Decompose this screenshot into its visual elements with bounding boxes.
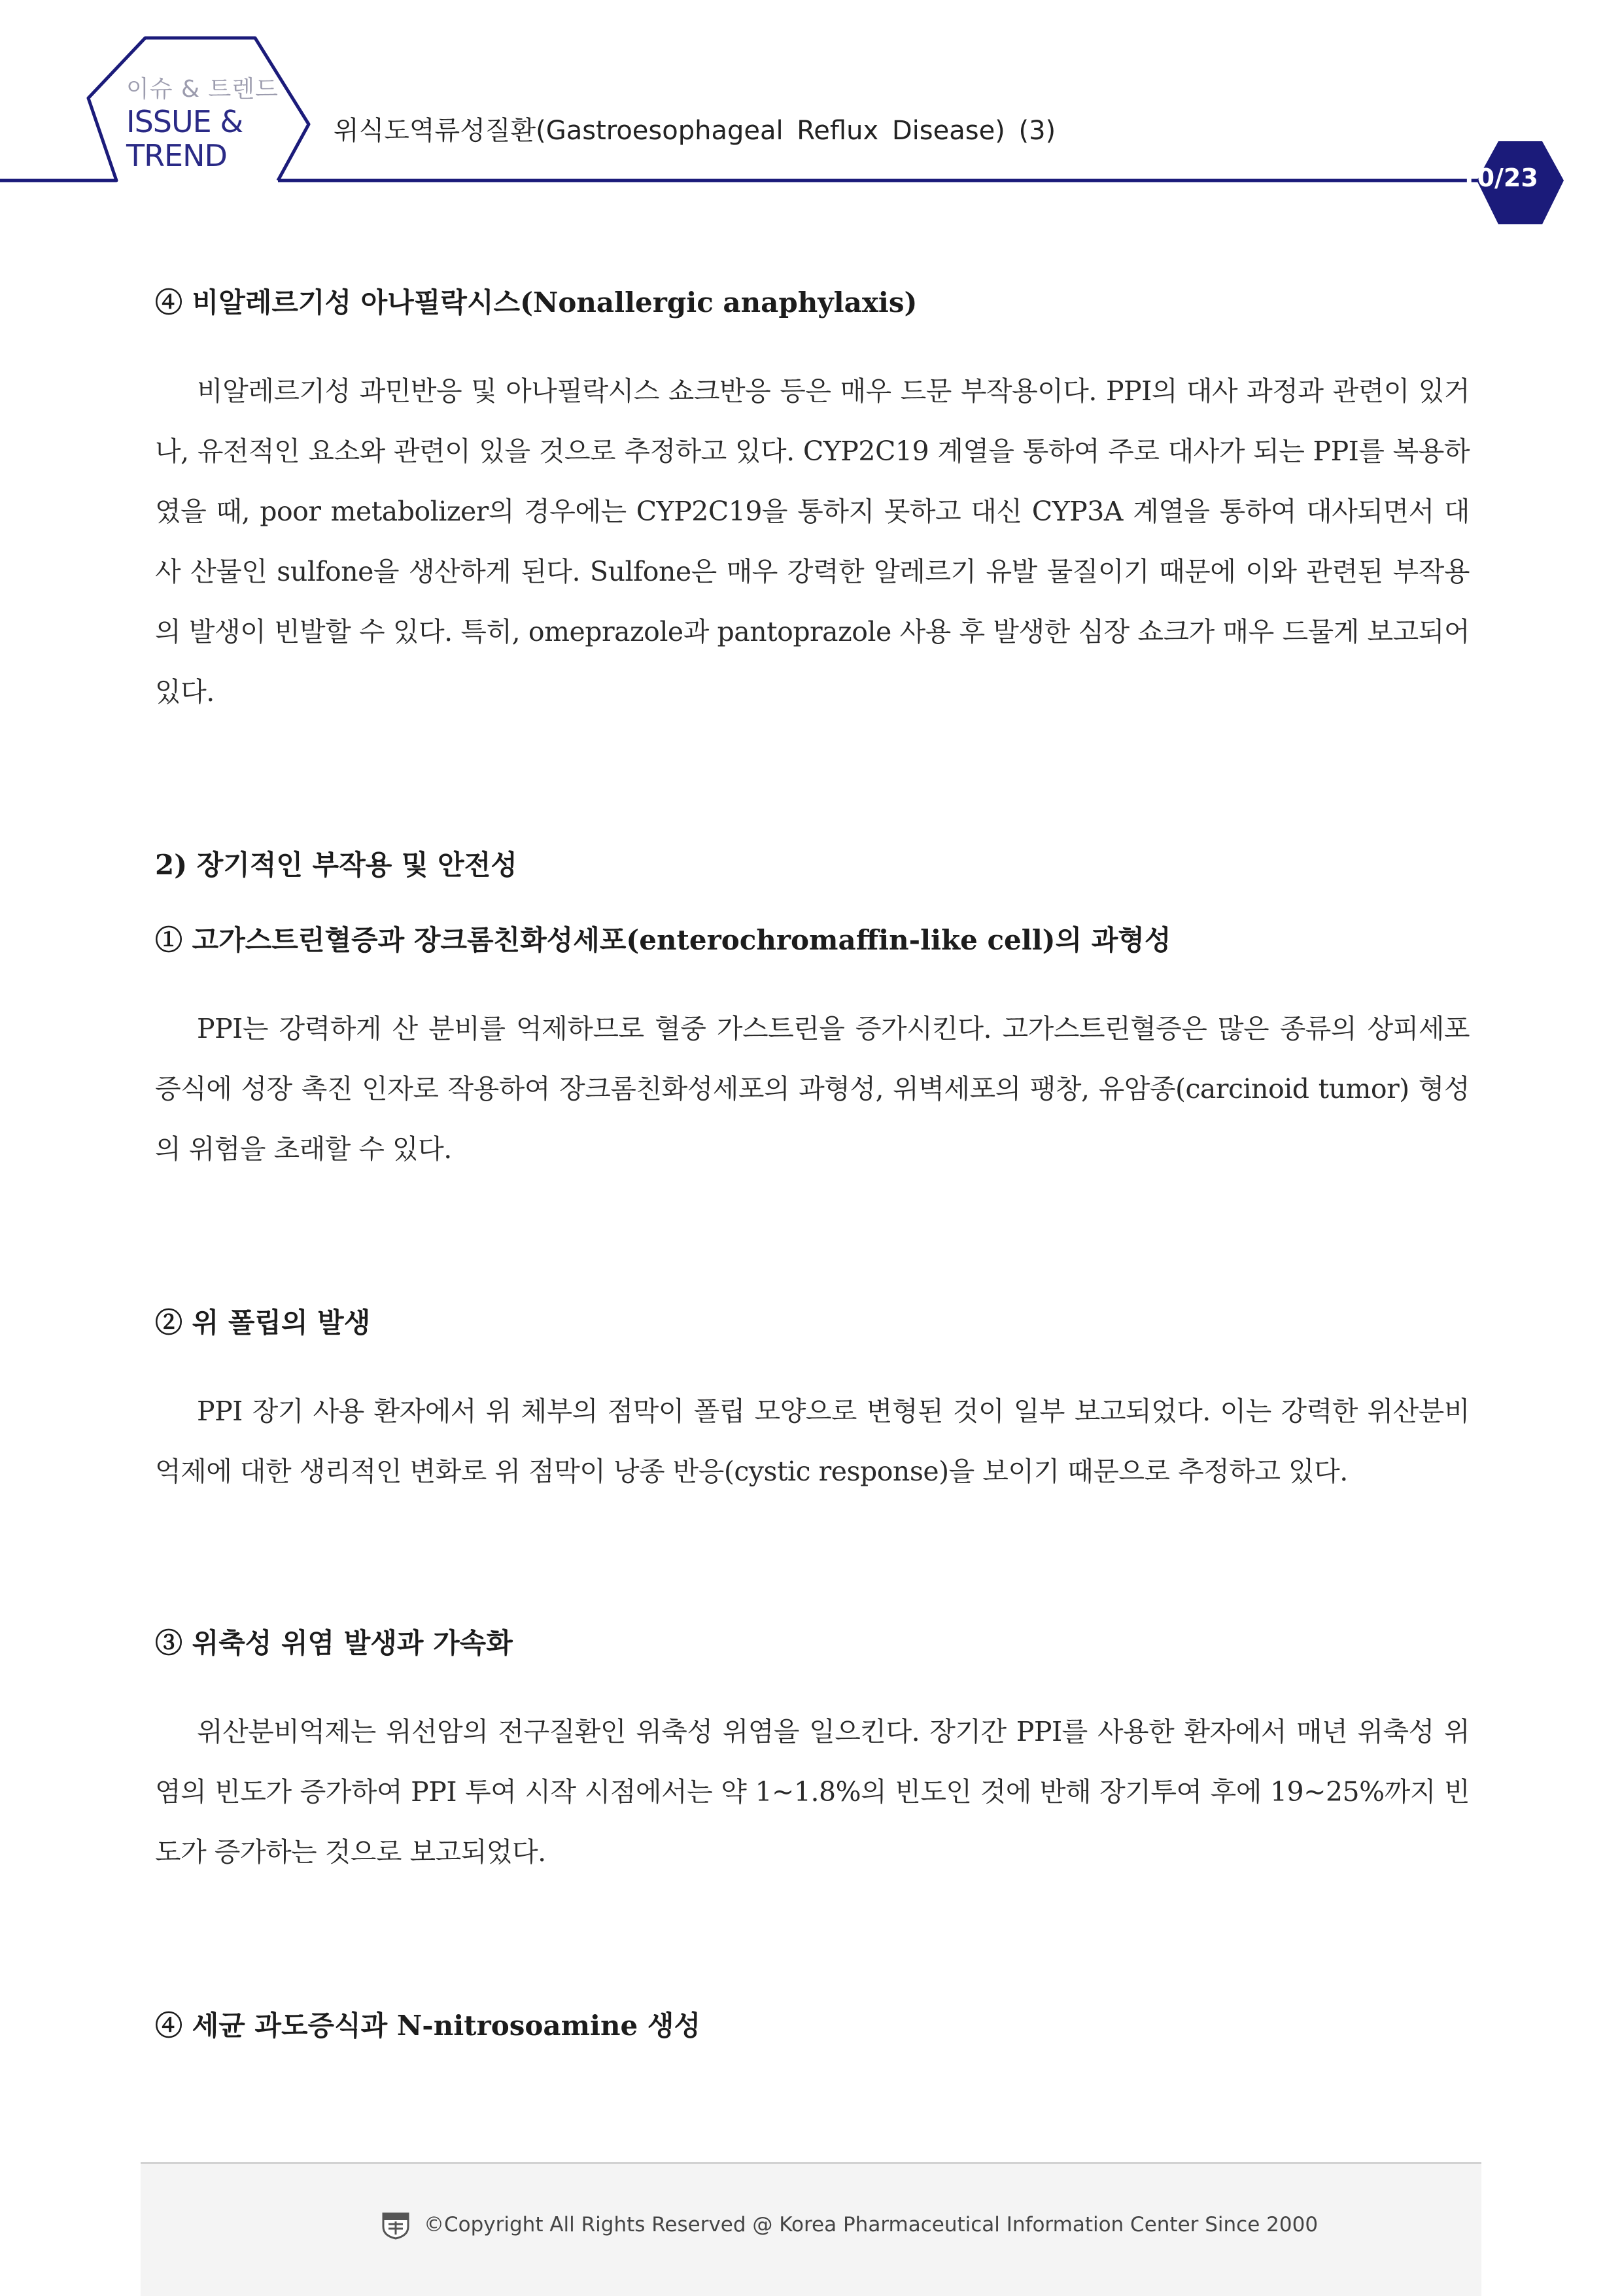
paragraph-gastric-polyp: PPI 장기 사용 환자에서 위 체부의 점막이 폴립 모양으로 변형된 것이 일부 보고되었다. 이는 강력한 위산분비억제에 대한 생리적인 변화로 위 점막이 낭종 반응(cystic response)을 보이기 때문으로 추정하고 있다. <box>155 1396 1470 1487</box>
issue-category-label: 이슈 & 트렌드 <box>126 76 279 103</box>
paragraph-atrophic-gastritis: 위산분비억제는 위선암의 전구질환인 위축성 위염을 일으킨다. 장기간 PPI를 사용한 환자에서 매년 위축성 위염의 빈도가 증가하여 PPI 투여 시작 시점에서는 약 1~1.8%의 빈도인 것에 반해 장기투여 후에 19~25%까지 빈도가 증가하는 것으로 보고되었다. <box>155 1716 1470 1868</box>
page-number: 10/23 <box>1460 163 1538 192</box>
brand-line-2: TREND <box>126 138 227 173</box>
kpic-emblem-icon <box>381 2211 411 2240</box>
document-title: 위식도역류성질환(Gastroesophageal Reflux Disease) (3) <box>334 116 1056 146</box>
section-heading-hypergastrinemia: ① 고가스트린혈증과 장크롬친화성세포(enterochromaffin-like cell)의 과형성 <box>155 924 1171 956</box>
footer-copyright: ©Copyright All Rights Reserved @ Korea Pharmaceutical Information Center Since 2000 <box>424 2213 1319 2236</box>
section-heading-atrophic-gastritis: ③ 위축성 위염 발생과 가속화 <box>155 1627 513 1659</box>
section-heading-long-term-safety: 2) 장기적인 부작용 및 안전성 <box>155 849 517 881</box>
paragraph-nonallergic-anaphylaxis: 비알레르기성 과민반응 및 아나필락시스 쇼크반응 등은 매우 드문 부작용이다. PPI의 대사 과정과 관련이 있거나, 유전적인 요소와 관련이 있을 것으로 추정하고 있다. CYP2C19 계열을 통하여 주로 대사가 되는 PPI를 복용하였을 때, poor metabolizer의 경우에는 CYP2C19을 통하지 못하고 대신 CYP3A 계열을 통하여 대사되면서 대사 산물인 sulfone을 생산하게 된다. Sulfone은 매우 강력한 알레르기 유발 물질이기 때문에 이와 관련된 부작용의 발생이 빈발할 수 있다. 특히, omeprazole과 pantoprazole 사용 후 발생한 심장 쇼크가 매우 드물게 보고되어 있다. <box>155 375 1470 708</box>
brand-line-1: ISSUE & <box>126 104 243 139</box>
section-heading-gastric-polyp: ② 위 폴립의 발생 <box>155 1307 371 1339</box>
paragraph-hypergastrinemia: PPI는 강력하게 산 분비를 억제하므로 혈중 가스트린을 증가시킨다. 고가스트린혈증은 많은 종류의 상피세포 증식에 성장 촉진 인자로 작용하여 장크롬친화성세포의 과형성, 위벽세포의 팽창, 유암종(carcinoid tumor) 형성의 위험을 초래할 수 있다. <box>155 1013 1470 1165</box>
section-heading-bacterial-overgrowth: ④ 세균 과도증식과 N-nitrosoamine 생성 <box>155 2010 701 2042</box>
issue-trend-logo <box>126 105 296 173</box>
section-heading-nonallergic-anaphylaxis: ④ 비알레르기성 아나필락시스(Nonallergic anaphylaxis) <box>155 286 918 318</box>
